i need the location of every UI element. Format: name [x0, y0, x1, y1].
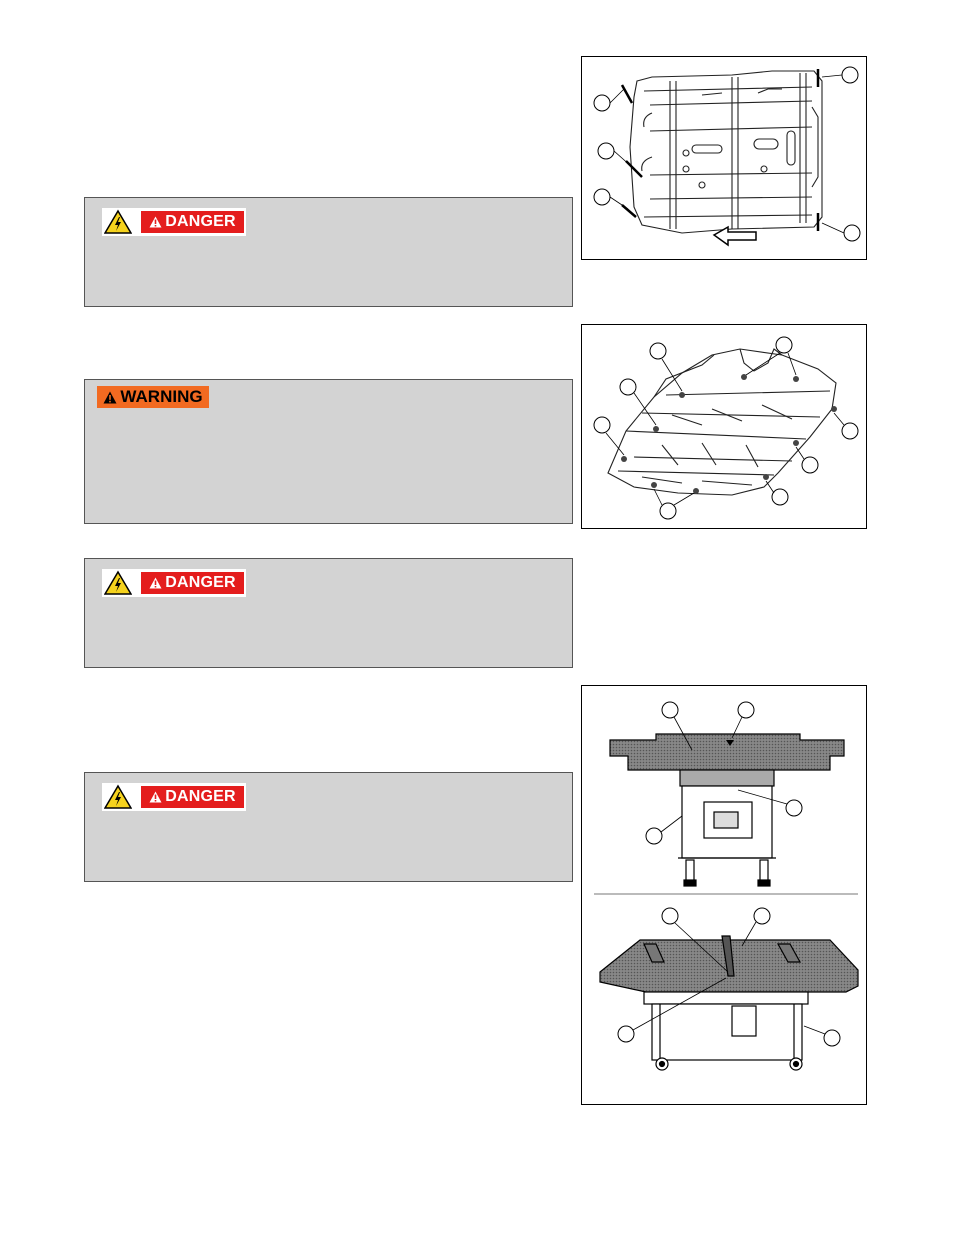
- figure-battery-lift-table: [581, 685, 867, 1105]
- battery-lift-table-drawing: [582, 686, 868, 1106]
- alert-triangle-icon: [149, 216, 162, 228]
- underbody-top-view-drawing: [582, 57, 868, 261]
- warning-label-text: WARNING: [120, 387, 203, 406]
- danger-notice: [84, 558, 573, 668]
- underbody-perspective-drawing: [582, 325, 868, 530]
- warning-notice: [84, 379, 573, 524]
- danger-label-text: DANGER: [165, 213, 236, 230]
- warning-signal-word: [97, 386, 209, 408]
- danger-notice: [84, 772, 573, 882]
- alert-triangle-icon: [103, 391, 117, 404]
- danger-signal-word: [102, 208, 246, 236]
- figure-underbody-cover-top-view: [581, 56, 867, 260]
- danger-notice: [84, 197, 573, 307]
- high-voltage-icon: [104, 784, 132, 810]
- danger-signal-word: [102, 783, 246, 811]
- figure-underbody-cover-perspective: [581, 324, 867, 529]
- alert-triangle-icon: [149, 577, 162, 589]
- danger-label-text: DANGER: [165, 788, 236, 805]
- high-voltage-icon: [104, 209, 132, 235]
- danger-label-text: DANGER: [165, 574, 236, 591]
- alert-triangle-icon: [149, 791, 162, 803]
- high-voltage-icon: [104, 570, 132, 596]
- danger-signal-word: [102, 569, 246, 597]
